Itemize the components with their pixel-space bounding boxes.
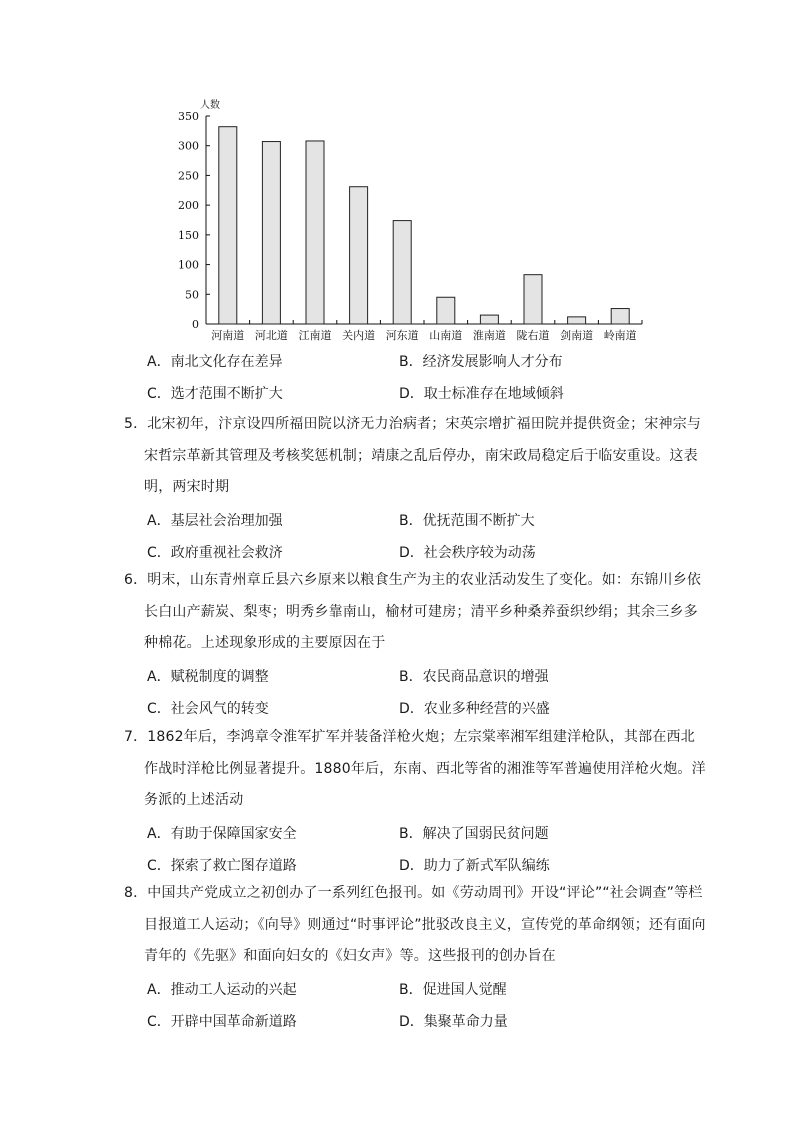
option-d[interactable]: D．社会秩序较为动荡	[399, 544, 536, 561]
bar	[437, 297, 455, 324]
bar	[219, 127, 237, 324]
bar	[306, 141, 324, 324]
y-tick-label: 150	[178, 228, 199, 242]
option-d[interactable]: D．集聚革命力量	[399, 1013, 508, 1030]
y-tick-label: 0	[192, 318, 199, 331]
option-c[interactable]: C．社会风气的转变	[147, 700, 269, 717]
option-c[interactable]: C．政府重视社会救济	[147, 544, 283, 561]
x-tick-label: 陇右道	[516, 329, 550, 342]
option-b[interactable]: B．解决了国弱民贫问题	[399, 825, 549, 842]
question-stem: 7．1862年后，李鸿章令淮军扩军并装备洋枪火炮；左宗棠率湘军组建洋枪队，其部在西北作战时洋枪比例显著提升。1880年后，东南、西北等省的湘淮等军普遍使用洋枪火炮。洋务派的上述活动	[124, 729, 706, 808]
option-b[interactable]: B．经济发展影响人才分布	[399, 354, 563, 370]
question-7	[124, 722, 706, 881]
y-axis-label: 人数	[200, 100, 220, 111]
bar-chart	[170, 88, 650, 348]
y-tick-label: 200	[178, 199, 199, 213]
bar	[611, 309, 629, 324]
option-c[interactable]: C．开辟中国革命新道路	[147, 1013, 297, 1030]
question-options	[147, 973, 707, 1037]
x-tick-label: 河北道	[254, 329, 288, 342]
question-4-options	[147, 345, 707, 409]
y-tick-label: 350	[178, 110, 199, 123]
bar	[524, 275, 542, 324]
question-6	[124, 565, 706, 724]
question-8	[124, 878, 706, 1037]
option-b[interactable]: B．促进国人觉醒	[399, 981, 507, 998]
question-5	[124, 409, 706, 568]
y-tick-label: 250	[178, 169, 199, 183]
x-tick-label: 淮南道	[472, 329, 506, 342]
x-tick-label: 剑南道	[560, 329, 594, 342]
option-a[interactable]: A．推动工人运动的兴起	[147, 981, 297, 998]
bar	[480, 315, 498, 324]
x-tick-label: 江南道	[298, 329, 332, 342]
option-d[interactable]: D．农业多种经营的兴盛	[399, 700, 550, 717]
option-c[interactable]: C．探索了救亡图存道路	[147, 857, 297, 874]
y-tick-label: 50	[185, 288, 199, 302]
x-tick-label: 岭南道	[603, 329, 637, 342]
option-a[interactable]: A．基层社会治理加强	[147, 512, 283, 529]
question-options	[147, 817, 707, 881]
option-a[interactable]: A．有助于保障国家安全	[147, 825, 297, 842]
bar	[262, 142, 280, 324]
question-options	[147, 504, 707, 568]
bar	[393, 221, 411, 324]
question-stem: 8．中国共产党成立之初创办了一系列红色报刊。如《劳动周刊》开设“评论”“社会调查”等栏目报道工人运动；《向导》则通过“时事评论”批驳改良主义，宣传党的革命纲领；还有面向青年的《先驱》和面向妇女的《妇女声》等。这些报刊的创办旨在	[124, 885, 706, 964]
option-d[interactable]: D．取士标准存在地域倾斜	[399, 386, 564, 402]
option-b[interactable]: B．优抚范围不断扩大	[399, 512, 535, 529]
question-stem: 6．明末，山东青州章丘县六乡原来以粮食生产为主的农业活动发生了变化。如：东锦川乡依长白山产薪炭、梨枣；明秀乡靠南山，榆材可建房；清平乡种桑养蚕织纱绢；其余三乡多种棉花。上述现象形成的主要原因在于	[124, 572, 702, 651]
bar	[568, 317, 586, 324]
x-tick-label: 山南道	[429, 329, 463, 342]
x-tick-label: 河东道	[385, 329, 419, 342]
option-c[interactable]: C．选才范围不断扩大	[147, 386, 283, 402]
bar	[350, 187, 368, 324]
option-a[interactable]: A．赋税制度的调整	[147, 668, 269, 685]
option-b[interactable]: B．农民商品意识的增强	[399, 668, 549, 685]
option-a[interactable]: A．南北文化存在差异	[147, 354, 283, 370]
y-tick-label: 300	[178, 139, 199, 153]
question-options	[147, 660, 707, 724]
option-d[interactable]: D．助力了新式军队编练	[399, 857, 550, 874]
question-stem: 5．北宋初年，汴京设四所福田院以济无力治病者；宋英宗增扩福田院并提供资金；宋神宗与宋哲宗革新其管理及考核奖惩机制；靖康之乱后停办，南宋政局稳定后于临安重设。这表明，两宋时期	[124, 416, 702, 495]
y-tick-label: 100	[178, 258, 199, 272]
x-tick-label: 河南道	[211, 329, 245, 342]
x-tick-label: 关内道	[342, 329, 376, 342]
